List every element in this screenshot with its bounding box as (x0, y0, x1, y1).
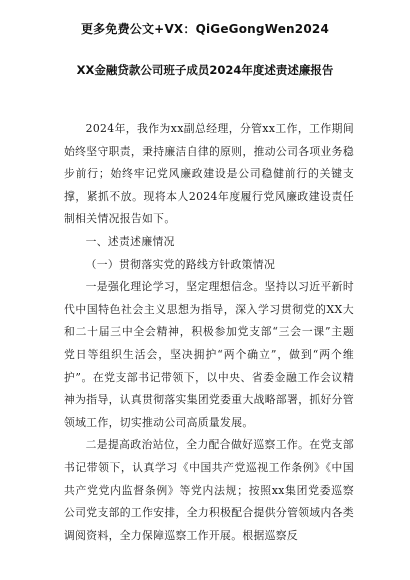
section-heading: 一、述责述廉情况 (85, 234, 175, 248)
body-paragraph-2: 二是提高政治站位，全力配合做好巡察工作。在党支部书记带领下，认真学习《中国共产党巡视工作条例》《中国共产党党内监督条例》等党内法规；按照xx集团党委巡察公司党支部的工作安排，全力积极配合提供分管领域内各类调阅资料，全力保障巡察工作开展。根据巡察反 (64, 438, 354, 542)
subsection-heading: （一）贯彻落实党的路线方针政策情况 (85, 257, 276, 271)
document-title: XX金融贷款公司班子成员2024年度述责述廉报告 (76, 63, 334, 77)
document-body (64, 118, 354, 547)
body-paragraph-1: 一是强化理论学习，坚定理想信念。坚持以习近平新时代中国特色社会主义思想为指导，深入学习贯彻党的XX大和二十届三中全会精神，积极参加党支部“三会一课”主题党日等组织生活会，坚决拥护“两个确立”，做到“两个维护”。在党支部书记带领下，以中央、省委金融工作会议精神为指导，认真贯彻落实集团党委重大战略部署，抓好分管领域工作，切实推动公司高质量发展。 (64, 280, 354, 429)
promo-header: 更多免费公文+VX：QiGeGongWen2024 (80, 22, 329, 36)
intro-paragraph: 2024年，我作为xx副总经理，分管xx工作，工作期间始终坚守职责，秉持廉洁自律的原则，推动公司各项业务稳步前行；始终牢记党风廉政建设是公司稳健前行的关键支撑，紧抓不放。现将本人2024年度履行党风廉政建设责任制相关情况报告如下。 (64, 122, 354, 226)
